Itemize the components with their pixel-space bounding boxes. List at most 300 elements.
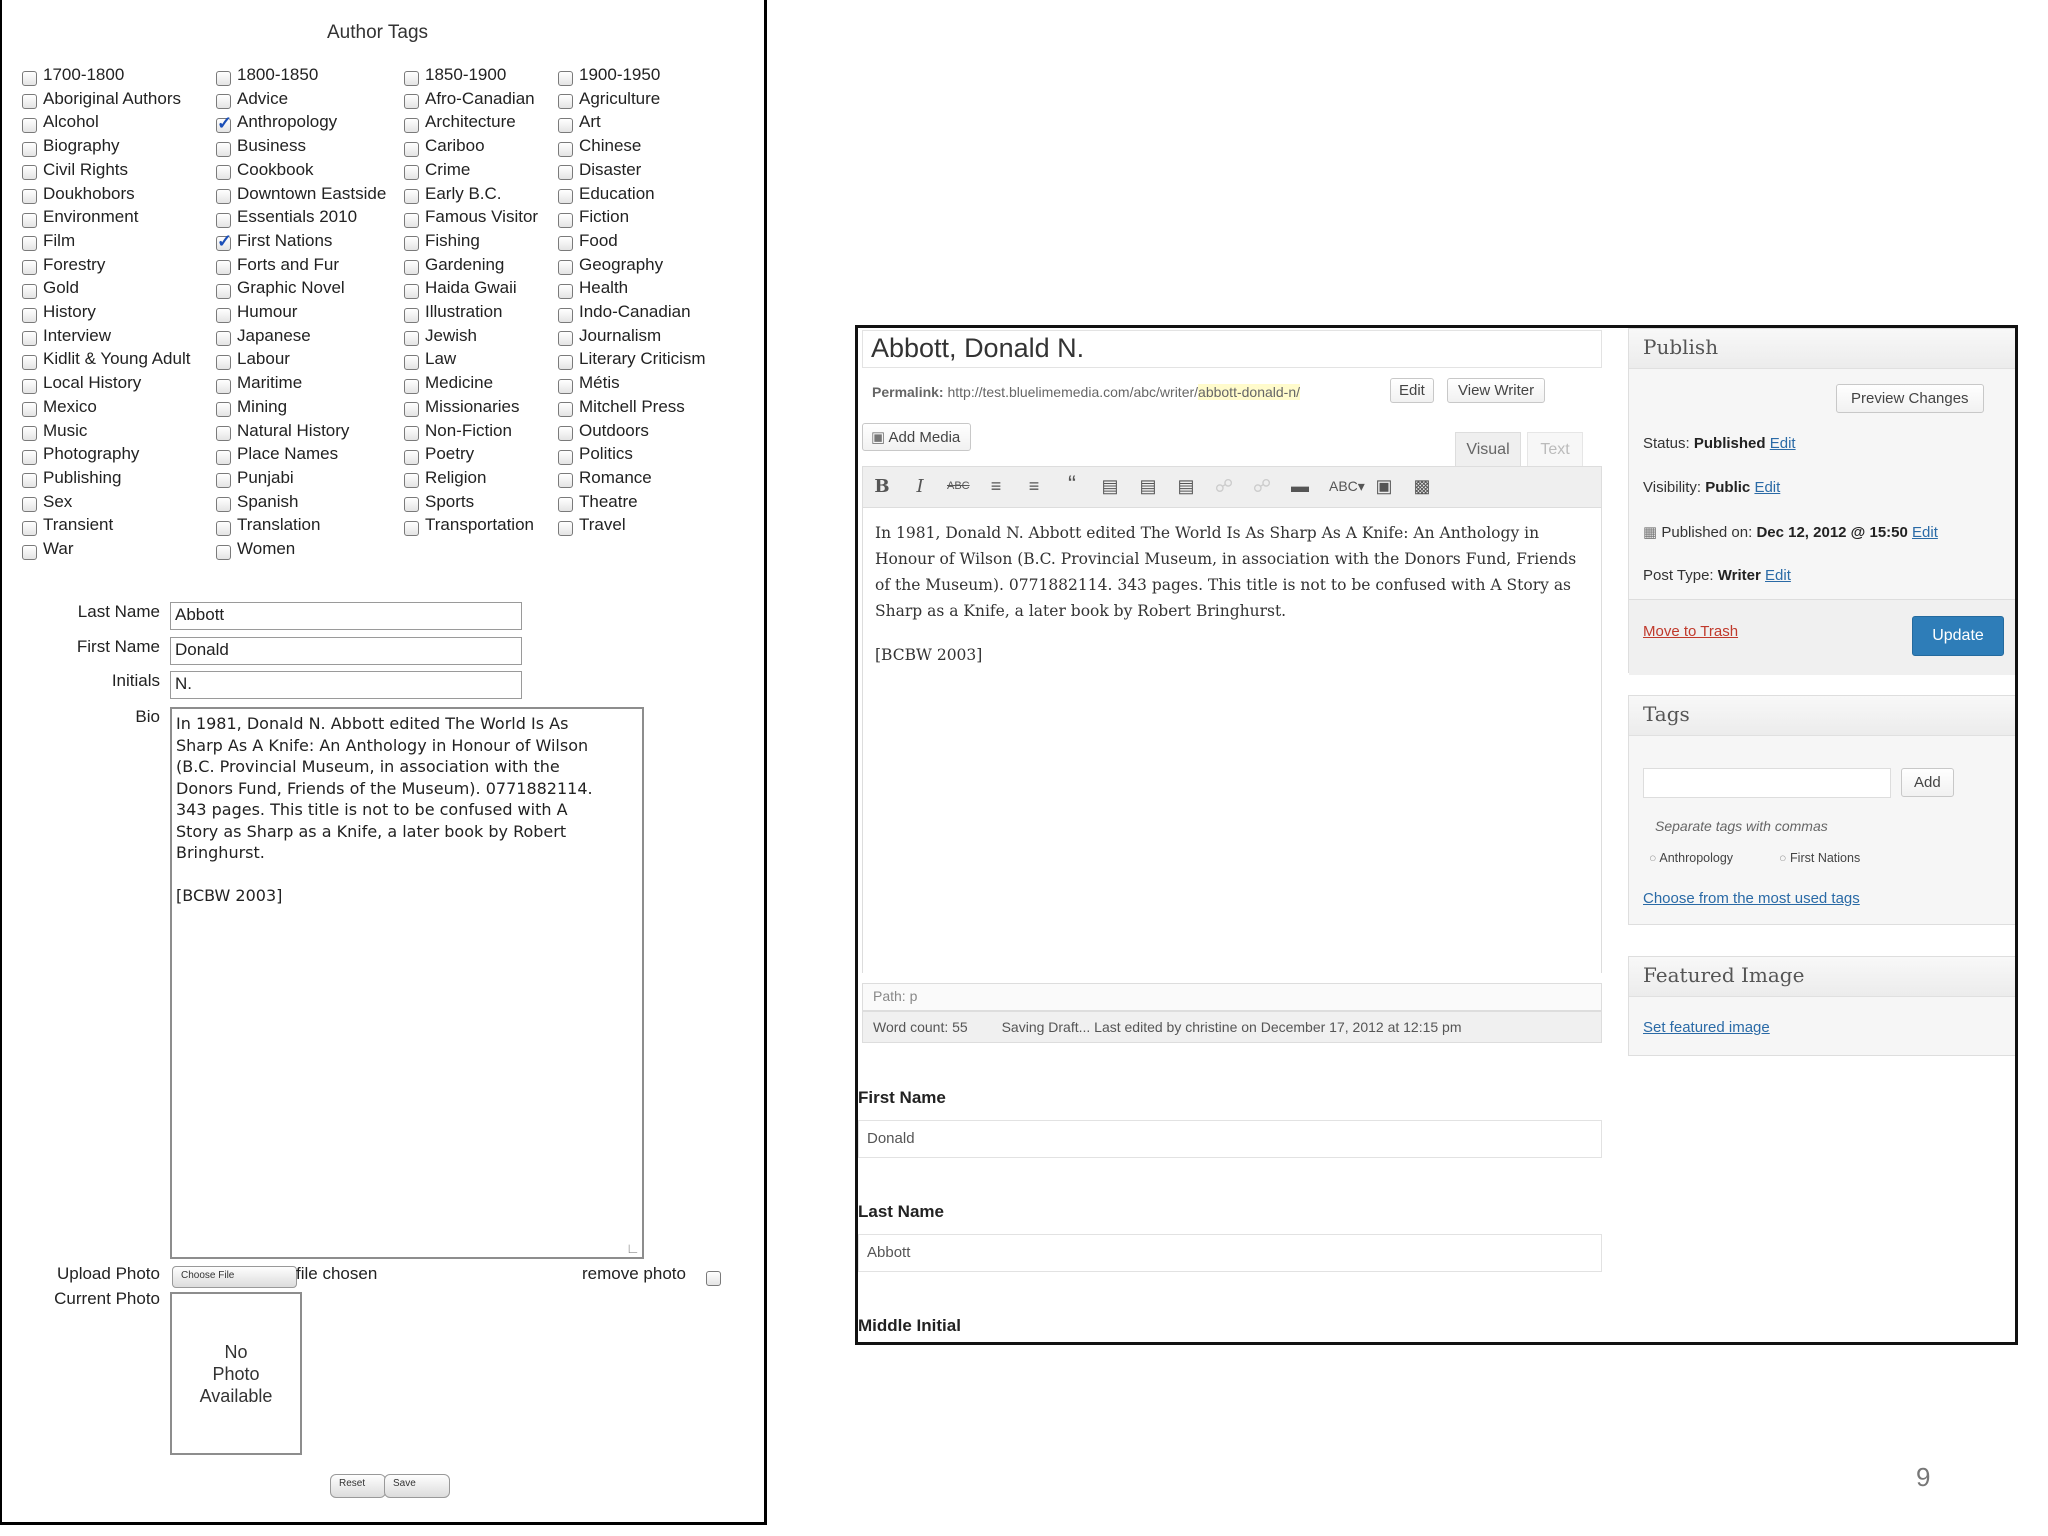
tag-label: Chinese xyxy=(579,136,642,156)
tag-label: Art xyxy=(579,112,601,132)
align-right-icon[interactable]: ▤ xyxy=(1177,476,1195,496)
tag-checkbox[interactable] xyxy=(558,308,573,323)
tag-label: Fiction xyxy=(579,207,630,227)
tag-option xyxy=(558,442,633,466)
tag-option xyxy=(22,276,79,300)
tag-checkbox[interactable] xyxy=(22,545,37,560)
tag-checkbox[interactable] xyxy=(216,142,231,157)
tag-checkbox[interactable] xyxy=(558,473,573,488)
tag-label: Forts and Fur xyxy=(237,254,340,274)
align-center-icon[interactable]: ▤ xyxy=(1139,476,1157,496)
tag-label: Sports xyxy=(425,491,475,511)
tag-label: Natural History xyxy=(237,420,350,440)
tag-label: Business xyxy=(237,136,306,156)
tag-checkbox[interactable] xyxy=(558,402,573,417)
tag-checkbox[interactable] xyxy=(558,260,573,275)
tag-option xyxy=(22,229,75,253)
tag-checkbox[interactable] xyxy=(404,142,419,157)
kitchen-sink-icon[interactable]: ▩ xyxy=(1413,476,1431,496)
tag-label: Illustration xyxy=(425,302,503,321)
tag-checkbox[interactable] xyxy=(22,71,37,86)
tag-checkbox[interactable] xyxy=(558,94,573,109)
strikethrough-icon[interactable]: ABC xyxy=(947,480,970,492)
tag-checkbox[interactable] xyxy=(22,426,37,441)
tag-label: Advice xyxy=(237,88,289,108)
tag-checkbox[interactable] xyxy=(558,189,573,204)
tag-label: Famous Visitor xyxy=(425,207,539,227)
bullet-list-icon[interactable]: ≡ xyxy=(990,476,1002,496)
tag-checkbox[interactable] xyxy=(22,379,37,394)
cf-middle-initial-label: Middle Initial xyxy=(858,1316,961,1335)
visibility-value: Public xyxy=(1705,479,1751,496)
published-on-row xyxy=(1643,523,1938,541)
insert-more-icon[interactable]: ▬ xyxy=(1291,476,1309,496)
current-photo-label: Current Photo xyxy=(54,1289,160,1308)
tag-label: History xyxy=(43,302,96,321)
no-photo-text: No Photo Available xyxy=(199,1341,273,1406)
tag-option xyxy=(216,371,302,395)
published-value: Dec 12, 2012 @ 15:50 xyxy=(1756,524,1908,541)
tag-option xyxy=(22,395,97,419)
tag-checkbox[interactable] xyxy=(22,497,37,512)
tag-option xyxy=(404,371,493,395)
tag-checkbox[interactable] xyxy=(22,450,37,465)
tag-checkbox[interactable] xyxy=(404,450,419,465)
featured-image-title: Featured Image xyxy=(1629,957,2015,997)
tag-label: Geography xyxy=(579,254,664,274)
content-paragraph-2: [BCBW 2003] xyxy=(875,646,983,664)
tag-checkbox[interactable] xyxy=(22,402,37,417)
tag-label: Literary Criticism xyxy=(579,349,706,369)
tag-checkbox[interactable] xyxy=(404,260,419,275)
tag-checkbox[interactable] xyxy=(22,308,37,323)
tag-checkbox[interactable] xyxy=(216,260,231,275)
tag-option xyxy=(558,253,663,277)
tag-checkbox[interactable] xyxy=(404,165,419,180)
tag-option xyxy=(216,182,386,206)
cf-last-name-input[interactable]: Abbott xyxy=(858,1234,1602,1272)
add-media-button[interactable] xyxy=(862,423,971,451)
tag-option xyxy=(216,229,332,253)
tag-option xyxy=(404,395,519,419)
bio-textarea[interactable]: In 1981, Donald N. Abbott edited The World Is As Sharp As A Knife: An Anthology in Honour of Wilson (B.C. Provincial Museum, in association with the Donors Fund, Friends of the Museum). 0771882114. 343 pages. This title is not to be confused with A Story as Sharp as a Knife, a later book by Robert Bringhurst. [BCBW 2003] xyxy=(170,707,644,1259)
editor-content[interactable] xyxy=(862,508,1602,973)
tag-checkbox[interactable] xyxy=(404,284,419,299)
tag-checkbox[interactable] xyxy=(404,236,419,251)
tag-checkbox[interactable] xyxy=(404,189,419,204)
tag-option xyxy=(22,537,74,561)
tag-label: Japanese xyxy=(237,325,311,345)
tag-option xyxy=(558,87,660,111)
tag-label: War xyxy=(43,539,74,558)
tag-option xyxy=(216,300,297,324)
status-value: Published xyxy=(1693,435,1766,452)
visibility-row xyxy=(1643,479,1780,496)
choose-most-used-tags-link[interactable]: Choose from the most used tags xyxy=(1643,890,1860,907)
tag-checkbox[interactable] xyxy=(216,355,231,370)
tag-chip-2 xyxy=(1779,851,1860,865)
tag-label: Poetry xyxy=(425,444,475,464)
tag-checkbox[interactable] xyxy=(216,284,231,299)
published-label: Published on: xyxy=(1661,524,1753,541)
tag-checkbox[interactable] xyxy=(216,521,231,536)
tag-label: Punjabi xyxy=(237,467,294,487)
tag-label: Health xyxy=(579,278,629,298)
tag-label: Haida Gwaii xyxy=(425,278,517,298)
tag-option xyxy=(216,253,339,277)
last-name-input[interactable]: Abbott xyxy=(170,602,522,630)
tag-option xyxy=(216,63,318,87)
tag-checkbox[interactable] xyxy=(216,71,231,86)
tag-checkbox[interactable] xyxy=(404,355,419,370)
tag-label: Music xyxy=(43,420,88,440)
tag-label: Travel xyxy=(579,515,626,535)
tag-checkbox[interactable] xyxy=(404,308,419,323)
slide-page-number: 9 xyxy=(1916,1462,1931,1492)
tag-option xyxy=(22,253,105,277)
visibility-edit-link[interactable]: Edit xyxy=(1754,479,1781,496)
tag-label: Transportation xyxy=(425,515,534,535)
tag-checkbox[interactable] xyxy=(22,94,37,109)
tag-checkbox[interactable] xyxy=(558,426,573,441)
tag-label: Place Names xyxy=(237,444,339,464)
tag-checkbox[interactable] xyxy=(404,213,419,228)
textarea-resize-handle[interactable]: ∟ xyxy=(626,1240,640,1256)
tag-checkbox[interactable] xyxy=(558,118,573,133)
word-count: Word count: 55 xyxy=(873,1019,968,1035)
initials-label: Initials xyxy=(111,671,160,690)
tag-checkbox[interactable] xyxy=(216,545,231,560)
tag-option xyxy=(558,134,641,158)
tag-option xyxy=(22,87,181,111)
tag-option xyxy=(22,63,124,87)
tag-checkbox[interactable] xyxy=(558,284,573,299)
remove-photo-label: remove photo xyxy=(582,1264,686,1283)
tag-label: Women xyxy=(237,539,296,558)
remove-tag-icon[interactable]: ○ xyxy=(1779,851,1787,865)
cf-first-name-label: First Name xyxy=(858,1088,946,1107)
tag-checkbox[interactable] xyxy=(216,308,231,323)
tag-option xyxy=(404,419,512,443)
bold-icon[interactable]: B xyxy=(874,476,890,497)
tag-checkbox[interactable] xyxy=(404,118,419,133)
tag-checkbox[interactable] xyxy=(22,142,37,157)
content-paragraph-1: In 1981, Donald N. Abbott edited The World Is As Sharp As A Knife: An Anthology in Honour of Wilson (B.C. Provincial Museum, in association with the Donors Fund, Friends of the Museum). 0771882114. 343 pages. This title is not to be confused with A Story as Sharp as a Knife, a later book by Robert Bringhurst. xyxy=(875,524,1577,620)
tag-label: Mining xyxy=(237,396,288,416)
tag-chip-1 xyxy=(1649,851,1733,865)
tag-checkbox[interactable] xyxy=(216,450,231,465)
tag-label: Food xyxy=(579,230,618,250)
panel-border-bottom xyxy=(0,1522,767,1525)
tag-option xyxy=(22,419,87,443)
panel-border-left xyxy=(0,0,2,1525)
bio-label: Bio xyxy=(135,707,160,726)
tag-label: Spanish xyxy=(237,491,299,511)
insert-link-icon[interactable]: ☍ xyxy=(1214,476,1234,496)
tag-checkbox[interactable] xyxy=(216,331,231,346)
choose-file-button[interactable]: Choose File xyxy=(172,1266,297,1288)
tag-option xyxy=(558,395,685,419)
tag-option xyxy=(216,537,295,561)
permalink-row xyxy=(872,384,1300,400)
tag-checkbox[interactable] xyxy=(558,71,573,86)
tag-option xyxy=(216,134,306,158)
tags-box-title: Tags xyxy=(1629,696,2015,736)
fullscreen-icon[interactable]: ▣ xyxy=(1375,476,1393,496)
tag-label: Outdoors xyxy=(579,420,649,440)
tag-label: Fishing xyxy=(425,230,480,250)
tag-label: Doukhobors xyxy=(43,183,135,203)
permalink-slug[interactable]: abbott-donald-n/ xyxy=(1198,384,1300,400)
upload-photo-label: Upload Photo xyxy=(56,1264,160,1283)
status-row xyxy=(1643,435,1796,452)
tag-checkbox[interactable] xyxy=(22,331,37,346)
tag-checkbox[interactable] xyxy=(216,497,231,512)
tag-option xyxy=(22,513,113,537)
status-label: Status: xyxy=(1643,435,1690,452)
tag-label: Photography xyxy=(43,444,140,464)
tag-label: Kidlit & Young Adult xyxy=(43,349,191,369)
post-type-row xyxy=(1643,567,1791,584)
tag-label: Cookbook xyxy=(237,159,314,179)
tag-checkbox[interactable] xyxy=(216,473,231,488)
tag-option xyxy=(558,324,661,348)
tag-label: Religion xyxy=(425,467,487,487)
tag-checkbox[interactable] xyxy=(216,165,231,180)
publish-box xyxy=(1628,328,2016,673)
tag-label: Sex xyxy=(43,491,73,511)
set-featured-image-link[interactable]: Set featured image xyxy=(1643,1019,1770,1036)
tag-label: Indo-Canadian xyxy=(579,302,691,321)
tag-checkbox[interactable] xyxy=(22,473,37,488)
tag-label: Theatre xyxy=(579,491,638,511)
tag-option xyxy=(404,490,474,514)
tag-option xyxy=(404,229,480,253)
published-edit-link[interactable]: Edit xyxy=(1912,524,1938,541)
tag-checkbox[interactable] xyxy=(216,426,231,441)
tag-label: Film xyxy=(43,230,76,250)
preview-changes-button[interactable]: Preview Changes xyxy=(1836,384,1984,413)
tag-checkbox[interactable] xyxy=(216,402,231,417)
tag-option xyxy=(404,466,486,490)
tags-box xyxy=(1628,695,2016,925)
tag-checkbox[interactable] xyxy=(22,236,37,251)
tag-option xyxy=(404,513,534,537)
tag-option xyxy=(558,371,620,395)
numbered-list-icon[interactable]: ≡ xyxy=(1028,476,1040,496)
tag-option xyxy=(558,110,601,134)
tag-label: 1800-1850 xyxy=(237,65,319,84)
view-writer-button[interactable]: View Writer xyxy=(1447,378,1545,403)
remove-photo-checkbox[interactable] xyxy=(706,1271,721,1286)
tag-checkbox[interactable] xyxy=(404,473,419,488)
tag-option xyxy=(558,419,649,443)
tag-label: Essentials 2010 xyxy=(237,207,358,227)
tag-label: Non-Fiction xyxy=(425,420,512,440)
tag-checkbox[interactable] xyxy=(216,213,231,228)
tag-option xyxy=(22,466,121,490)
tag-checkbox[interactable] xyxy=(404,94,419,109)
tag-label: Biography xyxy=(43,136,120,156)
tag-label: Alcohol xyxy=(43,112,99,132)
tag-checkbox[interactable] xyxy=(404,521,419,536)
tag-option xyxy=(404,158,470,182)
tag-checkbox[interactable] xyxy=(216,236,231,251)
tag-label: Romance xyxy=(579,467,652,487)
reset-button[interactable]: Reset xyxy=(330,1474,386,1498)
tag-checkbox[interactable] xyxy=(22,284,37,299)
tag-label: Interview xyxy=(43,325,112,345)
tag-option xyxy=(404,134,485,158)
tag-label: Publishing xyxy=(43,467,122,487)
tag-label: Cariboo xyxy=(425,136,485,156)
tag-label: Crime xyxy=(425,159,471,179)
tag-option xyxy=(216,419,349,443)
tag-label: First Nations xyxy=(237,230,333,250)
save-button[interactable]: Save xyxy=(384,1474,450,1498)
update-button[interactable]: Update xyxy=(1912,616,2004,656)
tab-visual[interactable]: Visual xyxy=(1455,432,1521,466)
tag-label: Gold xyxy=(43,278,79,298)
tag-checkbox[interactable] xyxy=(558,450,573,465)
tag-label: Local History xyxy=(43,373,142,393)
tag-option xyxy=(22,110,99,134)
tag-option xyxy=(216,513,320,537)
tag-checkbox[interactable] xyxy=(22,260,37,275)
tag-checkbox[interactable] xyxy=(558,521,573,536)
blockquote-icon[interactable]: “ xyxy=(1068,471,1076,498)
tag-option xyxy=(216,347,290,371)
tag-label: Maritime xyxy=(237,373,303,393)
tag-option xyxy=(22,158,128,182)
tag-option xyxy=(558,205,629,229)
unlink-icon[interactable]: ☍ xyxy=(1252,476,1272,496)
tag-option xyxy=(216,205,357,229)
tag-checkbox[interactable] xyxy=(558,355,573,370)
tag-checkbox[interactable] xyxy=(216,94,231,109)
tag-option xyxy=(216,490,298,514)
add-media-label: Add Media xyxy=(888,429,961,446)
permalink-edit-button[interactable]: Edit xyxy=(1390,378,1434,403)
tag-option xyxy=(404,442,474,466)
tag-option xyxy=(558,300,691,324)
tag-label: Early B.C. xyxy=(425,183,502,203)
cf-first-name-input[interactable]: Donald xyxy=(858,1120,1602,1158)
tag-checkbox[interactable] xyxy=(404,426,419,441)
tag-checkbox[interactable] xyxy=(216,379,231,394)
tag-checkbox[interactable] xyxy=(404,497,419,512)
tag-checkbox[interactable] xyxy=(404,331,419,346)
tag-option xyxy=(22,205,138,229)
post-type-label: Post Type: xyxy=(1643,567,1714,584)
tag-option xyxy=(216,395,287,419)
tag-checkbox[interactable] xyxy=(22,118,37,133)
tag-option xyxy=(558,490,638,514)
tag-label: Environment xyxy=(43,207,139,227)
tag-checkbox[interactable] xyxy=(404,71,419,86)
tag-option xyxy=(22,300,96,324)
tag-checkbox[interactable] xyxy=(22,521,37,536)
tag-label: Métis xyxy=(579,373,620,393)
no-file-chosen-text: file chosen xyxy=(296,1264,378,1283)
add-media-icon: ▣ xyxy=(871,429,886,446)
tag-option xyxy=(404,87,535,111)
tag-label: Disaster xyxy=(579,159,642,179)
tag-label: Journalism xyxy=(579,325,662,345)
tag-checkbox[interactable] xyxy=(558,497,573,512)
post-type-edit-link[interactable]: Edit xyxy=(1765,567,1791,584)
tag-checkbox[interactable] xyxy=(404,402,419,417)
cf-last-name-label: Last Name xyxy=(858,1202,944,1221)
tag-checkbox[interactable] xyxy=(22,355,37,370)
tag-label: Humour xyxy=(237,302,298,321)
new-tag-input[interactable] xyxy=(1643,768,1891,798)
last-name-label: Last Name xyxy=(77,602,160,621)
tag-option xyxy=(216,158,314,182)
italic-icon[interactable]: I xyxy=(916,476,924,497)
tag-label: Mitchell Press xyxy=(579,396,685,416)
editor-status-bar xyxy=(862,1011,1602,1043)
tag-checkbox[interactable] xyxy=(558,236,573,251)
first-name-input[interactable]: Donald xyxy=(170,637,522,665)
tag-checkbox[interactable] xyxy=(558,165,573,180)
tag-option xyxy=(558,158,641,182)
remove-tag-icon[interactable]: ○ xyxy=(1649,851,1657,865)
align-left-icon[interactable]: ▤ xyxy=(1101,476,1119,496)
tag-checkbox[interactable] xyxy=(558,379,573,394)
current-photo-frame xyxy=(170,1292,302,1455)
tag-checkbox[interactable] xyxy=(22,213,37,228)
spellcheck-icon[interactable]: ABC▾ xyxy=(1329,478,1365,494)
author-tags-title: Author Tags xyxy=(327,22,429,43)
publish-box-title: Publish xyxy=(1629,329,2015,369)
tag-option xyxy=(22,490,72,514)
status-edit-link[interactable]: Edit xyxy=(1769,435,1796,452)
tag-option xyxy=(216,276,345,300)
tag-label: Missionaries xyxy=(425,396,520,416)
tab-text[interactable]: Text xyxy=(1527,432,1583,466)
tag-option xyxy=(404,253,504,277)
tag-option xyxy=(558,276,628,300)
tag-option xyxy=(22,134,120,158)
tag-checkbox[interactable] xyxy=(558,213,573,228)
tag-checkbox[interactable] xyxy=(216,118,231,133)
tag-option xyxy=(216,466,294,490)
visibility-label: Visibility: xyxy=(1643,479,1702,496)
tag-checkbox[interactable] xyxy=(22,165,37,180)
tag-checkbox[interactable] xyxy=(404,379,419,394)
move-to-trash-link[interactable]: Move to Trash xyxy=(1643,623,1739,640)
permalink-base: http://test.bluelimemedia.com/abc/writer/ xyxy=(947,384,1199,400)
add-tag-button[interactable]: Add xyxy=(1901,768,1954,797)
tag-option xyxy=(216,324,311,348)
tag-option xyxy=(22,347,190,371)
tag-label: 1900-1950 xyxy=(579,65,661,84)
tag-checkbox[interactable] xyxy=(22,189,37,204)
calendar-icon: ▦ xyxy=(1643,524,1658,541)
tag-checkbox[interactable] xyxy=(216,189,231,204)
tag-checkbox[interactable] xyxy=(558,142,573,157)
tag-checkbox[interactable] xyxy=(558,331,573,346)
initials-input[interactable]: N. xyxy=(170,671,522,699)
post-title-input[interactable]: Abbott, Donald N. xyxy=(862,330,1602,368)
featured-image-box xyxy=(1628,956,2016,1056)
editor-toolbar xyxy=(862,466,1602,508)
tag-label: Afro-Canadian xyxy=(425,88,535,108)
first-name-label: First Name xyxy=(76,637,160,656)
tag-option xyxy=(404,276,517,300)
tag-label: Mexico xyxy=(43,396,97,416)
